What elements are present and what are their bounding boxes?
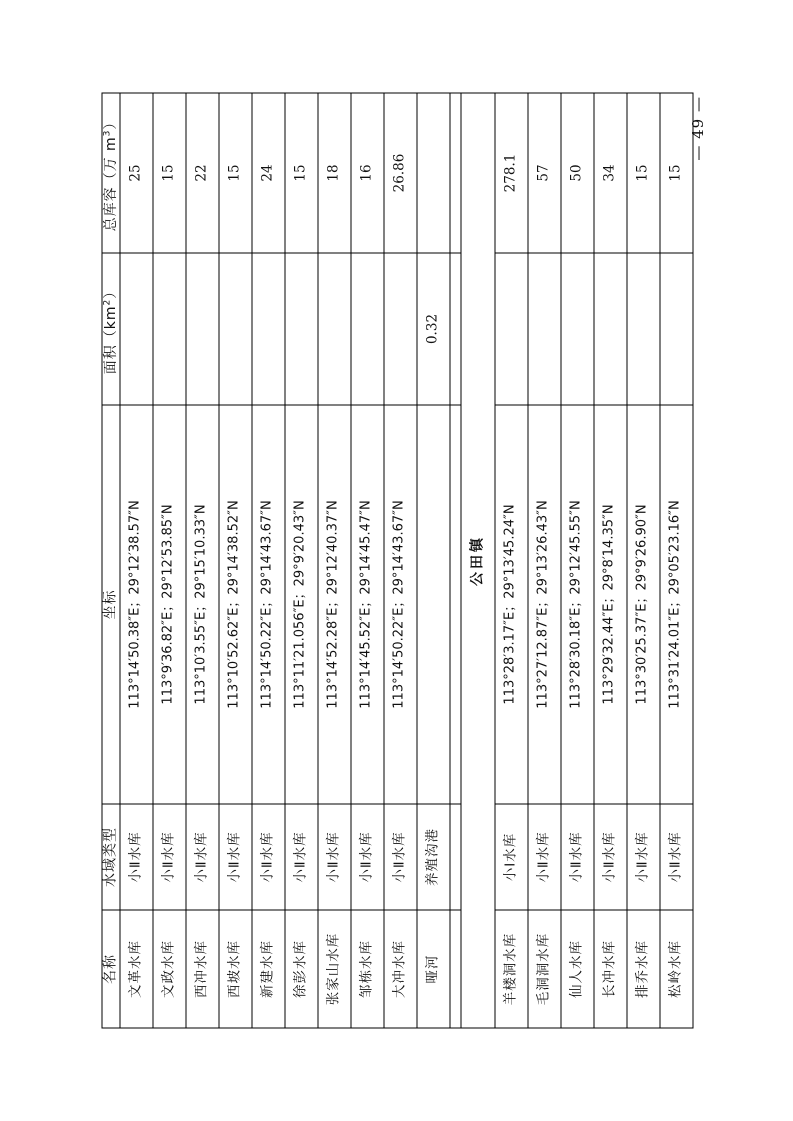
table-row [593, 93, 626, 1028]
cell-coordinates [416, 405, 449, 804]
table-row [659, 93, 692, 1028]
spacer-cell [449, 804, 460, 910]
cell-capacity: 26.86 [383, 93, 416, 253]
cell-coordinates: 113°14′50.38″E；29°12′38.57″N [119, 405, 152, 804]
header-capacity-suffix: ） [102, 114, 119, 130]
cell-type: 小Ⅱ水库 [284, 804, 317, 910]
cell-coordinates: 113°29′32.44″E；29°8′14.35″N [593, 405, 626, 804]
spacer-cell [449, 253, 460, 405]
cell-capacity: 24 [251, 93, 284, 253]
cell-name: 大冲水库 [383, 910, 416, 1028]
cell-capacity: 15 [626, 93, 659, 253]
table-row [185, 93, 218, 1028]
cell-type: 小Ⅱ水库 [317, 804, 350, 910]
cell-name: 文政水库 [152, 910, 185, 1028]
cell-coordinates: 113°31′24.01″E；29°05′23.16″N [659, 405, 692, 804]
cell-area [284, 253, 317, 405]
cell-area [218, 253, 251, 405]
cell-area [119, 253, 152, 405]
cell-coordinates: 113°30′25.37″E；29°9′26.90″N [626, 405, 659, 804]
table-row [284, 93, 317, 1028]
cell-name: 邹栋水库 [350, 910, 383, 1028]
cell-coordinates: 113°14′45.52″E；29°14′45.47″N [350, 405, 383, 804]
cell-area [350, 253, 383, 405]
cell-area: 0.32 [416, 253, 449, 405]
cell-area [317, 253, 350, 405]
table-row [119, 93, 152, 1028]
cell-name: 羊楼洞水库 [494, 910, 527, 1028]
cell-type: 小Ⅰ水库 [494, 804, 527, 910]
spacer-cell [449, 405, 460, 804]
table-row [383, 93, 416, 1028]
table-spacer-row [449, 93, 460, 1028]
cell-type: 小Ⅱ水库 [119, 804, 152, 910]
cell-name: 西冲水库 [185, 910, 218, 1028]
spacer-cell [449, 93, 460, 253]
table-row [350, 93, 383, 1028]
table-row [317, 93, 350, 1028]
cell-name: 排乔水库 [626, 910, 659, 1028]
cell-name: 长冲水库 [593, 910, 626, 1028]
table-row [251, 93, 284, 1028]
cell-area [251, 253, 284, 405]
cell-area [152, 253, 185, 405]
cell-area [659, 253, 692, 405]
cell-coordinates: 113°11′21.056″E；29°9′20.43″N [284, 405, 317, 804]
section-heading: 公田镇 [460, 93, 494, 1028]
header-area [102, 253, 120, 405]
cell-capacity: 15 [152, 93, 185, 253]
cell-coordinates: 113°27′12.87″E；29°13′26.43″N [527, 405, 560, 804]
header-name: 名称 [102, 910, 120, 1028]
cell-capacity: 15 [659, 93, 692, 253]
cell-type: 小Ⅱ水库 [626, 804, 659, 910]
cell-name: 新建水库 [251, 910, 284, 1028]
cell-coordinates: 113°14′50.22″E；29°14′43.67″N [251, 405, 284, 804]
cell-area [527, 253, 560, 405]
cell-coordinates: 113°9′36.82″E；29°12′53.85″N [152, 405, 185, 804]
cell-capacity: 25 [119, 93, 152, 253]
table-row [152, 93, 185, 1028]
table-row [494, 93, 527, 1028]
cell-area [494, 253, 527, 405]
cell-type: 小Ⅱ水库 [659, 804, 692, 910]
cell-type: 小Ⅱ水库 [152, 804, 185, 910]
cell-type: 养殖沟港 [416, 804, 449, 910]
cell-type: 小Ⅱ水库 [350, 804, 383, 910]
table-row [416, 93, 449, 1028]
cell-type: 小Ⅱ水库 [560, 804, 593, 910]
cell-area [593, 253, 626, 405]
header-coordinates: 坐标 [102, 405, 120, 804]
cell-area [626, 253, 659, 405]
cell-area [383, 253, 416, 405]
cell-area [560, 253, 593, 405]
cell-capacity [416, 93, 449, 253]
cell-capacity: 15 [218, 93, 251, 253]
cell-type: 小Ⅱ水库 [593, 804, 626, 910]
cell-capacity: 278.1 [494, 93, 527, 253]
table-row [527, 93, 560, 1028]
cell-type: 小Ⅱ水库 [218, 804, 251, 910]
cell-name: 张家山水库 [317, 910, 350, 1028]
cell-capacity: 22 [185, 93, 218, 253]
header-capacity [102, 93, 120, 253]
cell-coordinates: 113°14′52.28″E；29°12′40.37″N [317, 405, 350, 804]
cell-name: 毛洞洞水库 [527, 910, 560, 1028]
cell-coordinates: 113°10′52.62″E；29°14′38.52″N [218, 405, 251, 804]
cell-coordinates: 113°10′3.55″E；29°15′10.33″N [185, 405, 218, 804]
cell-type: 小Ⅱ水库 [251, 804, 284, 910]
cell-type: 小Ⅱ水库 [185, 804, 218, 910]
cell-capacity: 57 [527, 93, 560, 253]
cell-name: 西坡水库 [218, 910, 251, 1028]
water-bodies-table [101, 92, 693, 1028]
cell-capacity: 34 [593, 93, 626, 253]
cell-capacity: 18 [317, 93, 350, 253]
cell-coordinates: 113°28′3.17″E；29°13′45.24″N [494, 405, 527, 804]
table-row [560, 93, 593, 1028]
header-area-suffix: ） [102, 283, 119, 299]
cell-name: 文革水库 [119, 910, 152, 1028]
spacer-cell [449, 910, 460, 1028]
table-row [626, 93, 659, 1028]
cell-type: 小Ⅱ水库 [383, 804, 416, 910]
cell-capacity: 15 [284, 93, 317, 253]
cell-capacity: 50 [560, 93, 593, 253]
header-type: 水域类型 [102, 804, 120, 910]
cell-capacity: 16 [350, 93, 383, 253]
header-capacity-prefix: 总库容（万 m [102, 135, 119, 231]
table-header-row [102, 93, 120, 1028]
cell-type: 小Ⅱ水库 [527, 804, 560, 910]
cell-coordinates: 113°14′50.22″E；29°14′43.67″N [383, 405, 416, 804]
section-heading-row [460, 93, 494, 1028]
page-number: — 49 — [689, 96, 707, 161]
cell-name: 仙人水库 [560, 910, 593, 1028]
header-area-prefix: 面积（km [102, 305, 119, 374]
cell-name: 哑河 [416, 910, 449, 1028]
cell-name: 徐彭水库 [284, 910, 317, 1028]
cell-coordinates: 113°28′30.18″E；29°12′45.55″N [560, 405, 593, 804]
cell-area [185, 253, 218, 405]
table-row [218, 93, 251, 1028]
cell-name: 松岭水库 [659, 910, 692, 1028]
header-area-sup: 2 [102, 298, 112, 305]
header-capacity-sup: 3 [102, 129, 112, 136]
